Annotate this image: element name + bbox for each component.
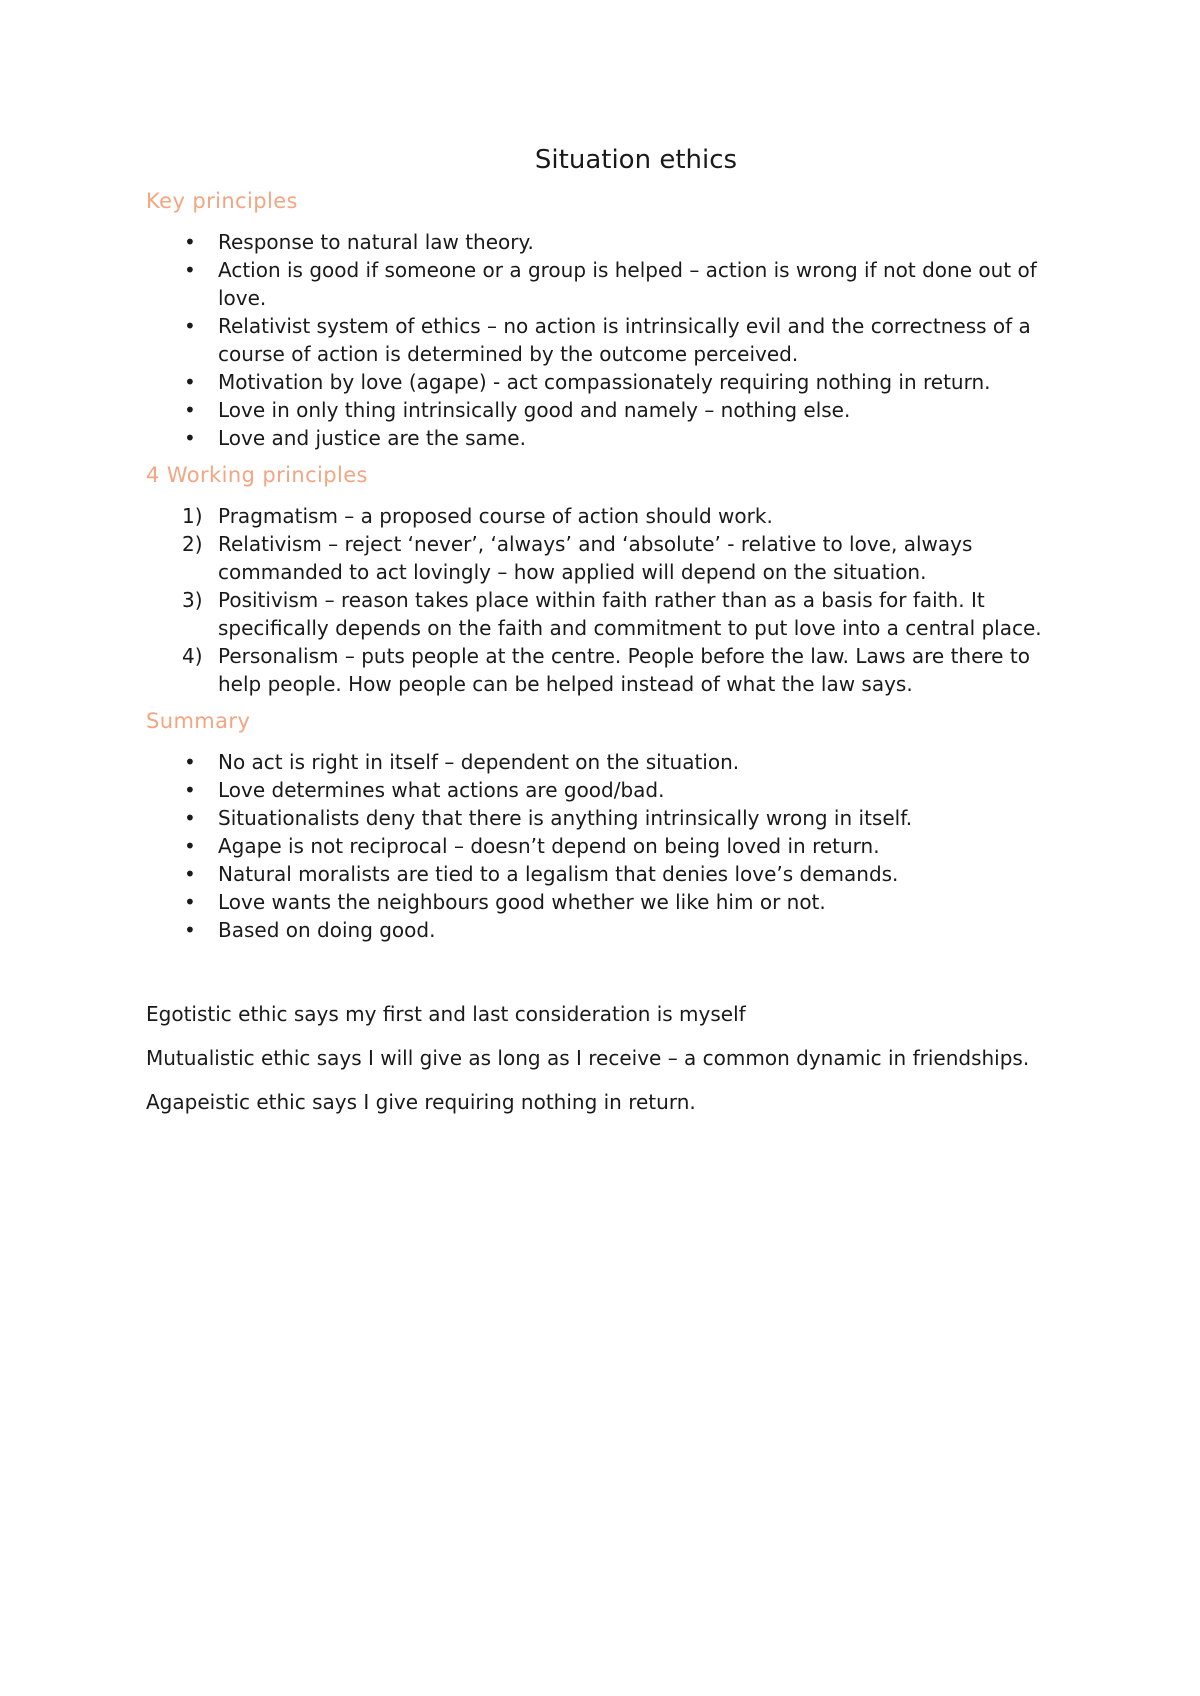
working-principles-list: [146, 502, 1066, 698]
summary-heading: Summary: [146, 709, 251, 733]
key-principle-item: [146, 312, 1066, 368]
bullet-icon: •: [184, 398, 196, 422]
summary-item-text: Situationalists deny that there is anything intrinsically wrong in itself.: [218, 806, 913, 830]
working-principle-text: Personalism – puts people at the centre. People before the law. Laws are there to help people. How people can be helped instead of what the law says.: [218, 644, 1030, 696]
key-principles-heading: Key principles: [146, 189, 298, 213]
closing-paragraphs: [146, 1000, 1066, 1116]
key-principle-item: [146, 368, 1066, 396]
bullet-icon: •: [184, 918, 196, 942]
bullet-icon: •: [184, 426, 196, 450]
bullet-icon: •: [184, 230, 196, 254]
summary-item: [146, 748, 1066, 776]
bullet-icon: •: [184, 258, 196, 282]
key-principle-item: [146, 424, 1066, 452]
closing-paragraph: Mutualistic ethic says I will give as long as I receive – a common dynamic in friendships.: [146, 1046, 1030, 1070]
working-principle-text: Positivism – reason takes place within faith rather than as a basis for faith. It specifically depends on the faith and commitment to put love into a central place.: [218, 588, 1042, 640]
working-principle-item: [146, 502, 1066, 530]
summary-item: [146, 832, 1066, 860]
document-page: [146, 142, 1066, 1132]
key-principle-item-text: Response to natural law theory.: [218, 230, 534, 254]
bullet-icon: •: [184, 314, 196, 338]
key-principle-item: [146, 396, 1066, 424]
working-principles-heading: 4 Working principles: [146, 463, 368, 487]
working-principle-number: 4): [182, 644, 203, 668]
summary-item-text: Love determines what actions are good/bad.: [218, 778, 665, 802]
key-principle-item: [146, 228, 1066, 256]
key-principle-item: [146, 256, 1066, 312]
document-title: Situation ethics: [534, 145, 738, 175]
working-principle-text: Relativism – reject ‘never’, ‘always’ and ‘absolute’ - relative to love, always commanded to act lovingly – how applied will depend on the situation.: [218, 532, 973, 584]
closing-paragraph: Agapeistic ethic says I give requiring nothing in return.: [146, 1090, 696, 1114]
bullet-icon: •: [184, 862, 196, 886]
summary-item-text: Agape is not reciprocal – doesn’t depend on being loved in return.: [218, 834, 880, 858]
working-principle-item: [146, 530, 1066, 586]
summary-item: [146, 804, 1066, 832]
closing-paragraph: Egotistic ethic says my first and last consideration is myself: [146, 1002, 746, 1026]
summary-list: [146, 748, 1066, 944]
working-principle-item: [146, 586, 1066, 642]
working-principle-item: [146, 642, 1066, 698]
summary-item: [146, 888, 1066, 916]
key-principles-list: [146, 228, 1066, 452]
working-principle-text: Pragmatism – a proposed course of action should work.: [218, 504, 773, 528]
bullet-icon: •: [184, 834, 196, 858]
key-principle-item-text: Motivation by love (agape) - act compassionately requiring nothing in return.: [218, 370, 991, 394]
working-principle-number: 3): [182, 588, 203, 612]
working-principle-number: 1): [182, 504, 203, 528]
summary-item: [146, 860, 1066, 888]
summary-item: [146, 776, 1066, 804]
summary-item-text: Based on doing good.: [218, 918, 436, 942]
summary-item: [146, 916, 1066, 944]
key-principle-item-text: Love in only thing intrinsically good and namely – nothing else.: [218, 398, 851, 422]
bullet-icon: •: [184, 370, 196, 394]
key-principle-item-text: Relativist system of ethics – no action is intrinsically evil and the correctness of a course of action is determined by the outcome perceived.: [218, 314, 1031, 366]
summary-item-text: No act is right in itself – dependent on the situation.: [218, 750, 740, 774]
bullet-icon: •: [184, 778, 196, 802]
summary-item-text: Love wants the neighbours good whether we like him or not.: [218, 890, 826, 914]
bullet-icon: •: [184, 806, 196, 830]
key-principle-item-text: Action is good if someone or a group is helped – action is wrong if not done out of love.: [218, 258, 1037, 310]
summary-item-text: Natural moralists are tied to a legalism that denies love’s demands.: [218, 862, 899, 886]
working-principle-number: 2): [182, 532, 203, 556]
bullet-icon: •: [184, 890, 196, 914]
key-principle-item-text: Love and justice are the same.: [218, 426, 526, 450]
bullet-icon: •: [184, 750, 196, 774]
